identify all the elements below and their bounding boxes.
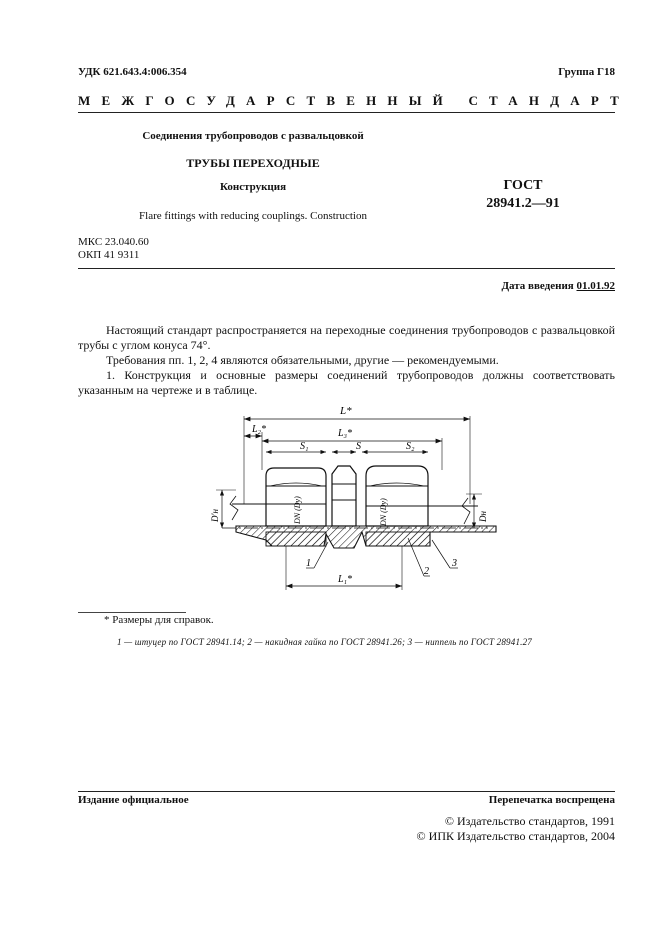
dim-Dn-prime-label: D′н — [210, 509, 220, 522]
reprint-notice: Перепечатка воспрещена — [488, 794, 615, 806]
copyright-2004: © ИПК Издательство стандартов, 2004 — [416, 829, 615, 843]
paragraph-scope: Настоящий стандарт распространяется на переходные соединения трубопроводов с развальцовкой трубы с углом конуса 74°. — [78, 323, 615, 352]
gost-number: 28941.2—91 — [486, 196, 560, 211]
dim-S1-label: S₁ — [300, 441, 309, 452]
coupling-drawing — [196, 400, 506, 600]
footnote: * Размеры для справок. — [104, 614, 214, 626]
english-title: Flare fittings with reducing couplings. Construction — [139, 210, 367, 222]
okp-code: ОКП 41 9311 — [78, 249, 140, 261]
footnote-rule — [78, 612, 186, 613]
gost-label: ГОСТ — [503, 178, 543, 193]
dim-S-label: S — [356, 441, 361, 452]
callout-3: 3 — [452, 558, 457, 569]
title-line-2: ТРУБЫ ПЕРЕХОДНЫЕ — [186, 156, 320, 170]
callout-2: 2 — [424, 566, 429, 577]
header-rule — [78, 112, 615, 113]
classification-codes — [78, 236, 149, 262]
title-line-1: Соединения трубопроводов с развальцовкой — [142, 130, 364, 142]
intro-date-label: Дата введения — [501, 280, 574, 292]
title-line-3: Конструкция — [219, 181, 287, 193]
callout-1: 1 — [306, 558, 311, 569]
dim-L2-label: L₂* — [252, 424, 267, 435]
mks-code: МКС 23.040.60 — [78, 236, 149, 248]
paragraph-requirements: Требования пп. 1, 2, 4 являются обязательными, другие — рекомендуемыми. — [106, 353, 499, 367]
group-code: Группа Г18 — [558, 66, 615, 78]
dim-Dn-label: Dн — [478, 511, 488, 522]
drawing-legend: 1 — штуцер по ГОСТ 28941.14; 2 — накидная гайка по ГОСТ 28941.26; 3 — ниппель по ГОСТ 28941.27 — [117, 637, 532, 647]
copyright-1991: © Издательство стандартов, 1991 — [444, 814, 615, 828]
udk-code: УДК 621.643.4:006.354 — [78, 66, 187, 78]
dim-DN-Dy-left-label: DN (Dу) — [293, 496, 302, 524]
dim-L-label: L* — [340, 405, 352, 417]
gost-designation — [460, 177, 586, 213]
dim-L1-label: L₁* — [338, 574, 353, 585]
dim-DN-Dy-right-label: DN (Dу) — [379, 498, 388, 526]
codes-rule — [78, 268, 615, 269]
footer-rule — [78, 791, 615, 792]
intro-date-value: 01.01.92 — [576, 280, 615, 292]
interstate-standard-heading: МЕЖГОСУДАРСТВЕННЫЙ СТАНДАРТ — [78, 93, 631, 108]
official-edition: Издание официальное — [78, 794, 189, 806]
paragraph-construction: 1. Конструкция и основные размеры соединений трубопроводов должны соответствовать указанным на чертеже и в таблице. — [78, 368, 615, 397]
intro-date — [501, 280, 615, 292]
dim-L3-label: L₃* — [338, 428, 353, 439]
dim-S2-label: S₂ — [406, 441, 415, 452]
